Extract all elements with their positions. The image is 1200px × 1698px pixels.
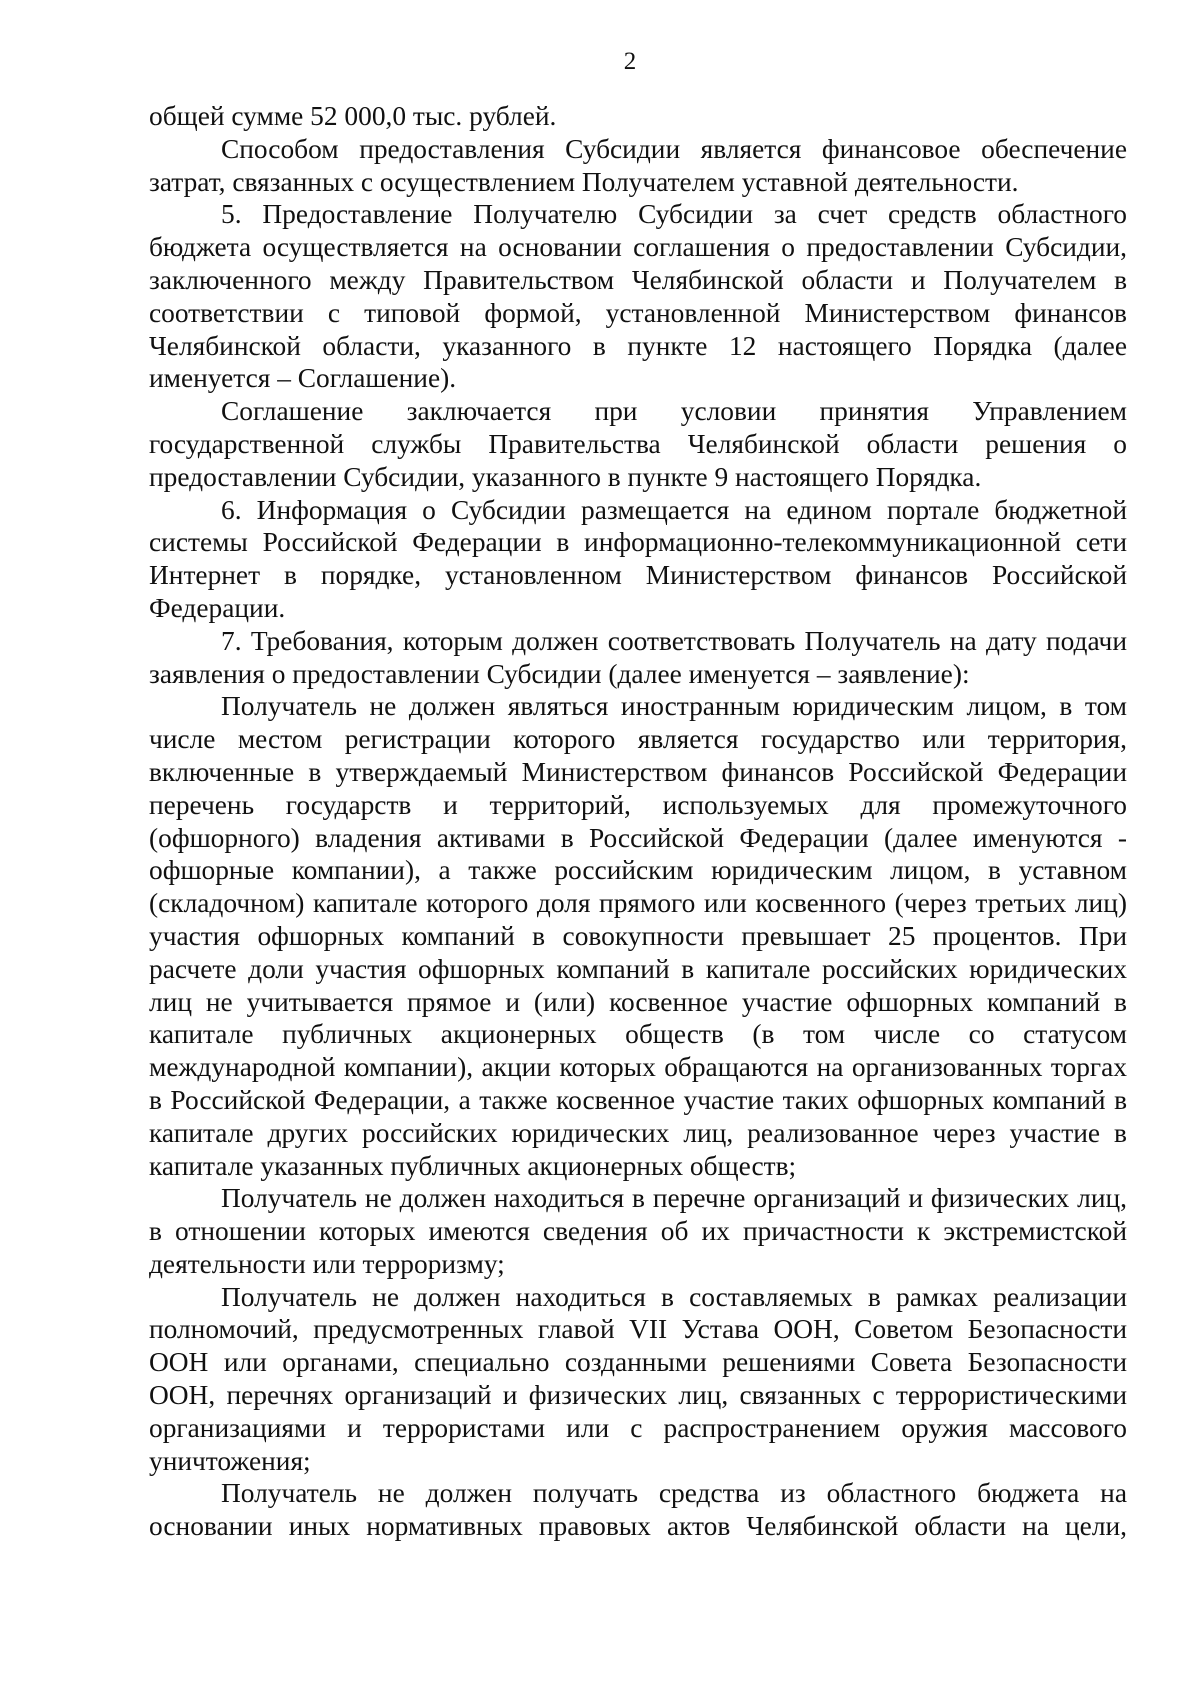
paragraph-continuation: общей сумме 52 000,0 тыс. рублей. (149, 101, 557, 131)
paragraph-subsidy-method: Способом предоставления Субсидии является финансовое обеспечение затрат, связанных с осуществлением Получателем уставной деятельности. (149, 133, 1127, 197)
paragraph-extremism-requirement: Получатель не должен находиться в перечне организаций и физических лиц, в отношении которых имеются сведения об их причастности к экстремистской деятельности или терроризму; (149, 1183, 1127, 1279)
paragraph-item-6: 6. Информация о Субсидии размещается на едином портале бюджетной системы Российской Федерации в информационно-телекоммуникационной сети Интернет в порядке, установленном Министерством финансов Российской Федерации. (149, 494, 1127, 623)
page-number: 2 (623, 48, 637, 75)
paragraph-item-7: 7. Требования, которым должен соответствовать Получатель на дату подачи заявления о предоставлении Субсидии (далее именуется – заявление): (149, 625, 1127, 689)
document-body (149, 100, 1127, 1543)
paragraph-budget-funds-requirement: Получатель не должен получать средства из областного бюджета на основании иных нормативных правовых актов Челябинской области на цели, (149, 1478, 1127, 1542)
paragraph-agreement-condition: Соглашение заключается при условии принятия Управлением государственной службы Правительства Челябинской области решения о предоставлении Субсидии, указанного в пункте 9 настоящего Порядка. (149, 396, 1127, 492)
paragraph-item-5: 5. Предоставление Получателю Субсидии за счет средств областного бюджета осуществляется на основании соглашения о предоставлении Субсидии, заключенного между Правительством Челябинской области и Получателем в соответствии с типовой формой, установленной Министерством финансов Челябинской области, указанного в пункте 12 настоящего Порядка (далее именуется – Соглашение). (149, 199, 1127, 394)
paragraph-un-lists-requirement: Получатель не должен находиться в составляемых в рамках реализации полномочий, предусмотренных главой VII Устава ООН, Советом Безопасности ООН или органами, специально созданными решениями Совета Безопасности ООН, перечнях организаций и физических лиц, связанных с террористическими организациями и террористами или с распространением оружия массового уничтожения; (149, 1281, 1127, 1476)
paragraph-offshore-requirement: Получатель не должен являться иностранным юридическим лицом, в том числе местом регистрации которого является государство или территория, включенные в утверждаемый Министерством финансов Российской Федерации перечень государств и территорий, используемых для промежуточного (офшорного) владения активами в Российской Федерации (далее именуются - офшорные компании), а также российским юридическим лицом, в уставном (складочном) капитале которого доля прямого или косвенного (через третьих лиц) участия офшорных компаний в совокупности превышает 25 процентов. При расчете доли участия офшорных компаний в капитале российских юридических лиц не учитывается прямое и (или) косвенное участие офшорных компаний в капитале публичных акционерных обществ (в том числе со статусом международной компании), акции которых обращаются на организованных торгах в Российской Федерации, а также косвенное участие таких офшорных компаний в капитале других российских юридических лиц, реализованное через участие в капитале указанных публичных акционерных обществ; (149, 691, 1127, 1181)
